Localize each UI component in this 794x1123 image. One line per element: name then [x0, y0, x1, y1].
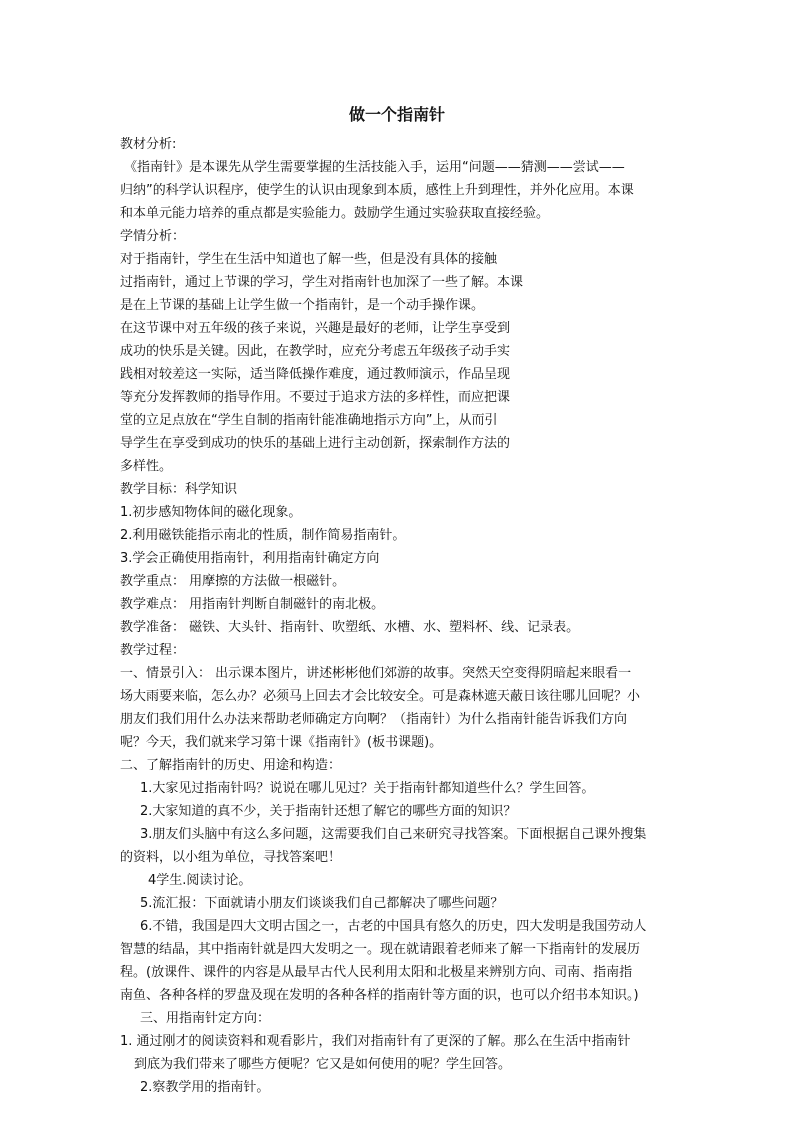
text-line: 对于指南针，学生在生活中知道也了解一些，但是没有具体的接触 — [120, 252, 498, 267]
text-line: 2.大家知道的真不少，关于指南针还想了解它的哪些方面的知识？ — [140, 804, 517, 819]
text-line: 南鱼、各种各样的罗盘及现在发明的各种各样的指南针等方面的识，也可以介绍书本知识。) — [120, 988, 639, 1003]
text-line: 程。(放课件、课件的内容是从最早古代人民利用太阳和北极星来辨别方向、司南、指南指 — [120, 965, 633, 980]
text-line: 到底为我们带来了哪些方便呢？它又是如何使用的呢？学生回答。 — [134, 1057, 512, 1072]
text-line: 场大雨要来临，怎么办？必须马上回去才会比较安全。可是森林遮天蔽日该往哪儿回呢？小 — [120, 689, 641, 704]
text-line: 教学难点： 用指南针判断自制磁针的南北极。 — [120, 597, 385, 612]
text-line: 3.朋友们头脑中有这么多问题，这需要我们自己来研究寻找答案。下面根据自己课外搜集 — [140, 827, 647, 842]
text-line: 的资料，以小组为单位，寻找答案吧！ — [120, 850, 342, 865]
text-line: 多样性。 — [120, 459, 173, 474]
text-line: 呢？今天，我们就来学习第十课《指南针》(板书课题)。 — [120, 735, 443, 750]
text-line: 是在上节课的基础上让学生做一个指南针，是一个动手操作课。 — [120, 298, 485, 313]
text-line: 4学生.阅读讨论。 — [148, 873, 252, 888]
text-line: 二、了解指南针的历史、用途和构造： — [120, 758, 342, 773]
text-line: 1.大家见过指南针吗？说说在哪儿见过？关于指南针都知道些什么？学生回答。 — [140, 781, 595, 796]
text-line: 和本单元能力培养的重点都是实验能力。鼓励学生通过实验获取直接经验。 — [120, 206, 550, 221]
text-line: 教学目标：科学知识 — [120, 482, 238, 497]
text-line: 2.察教学用的指南针。 — [140, 1080, 270, 1095]
text-line: 1.初步感知物体间的磁化现象。 — [120, 505, 302, 520]
text-line: 堂的立足点放在“学生自制的指南针能准确地指示方向”上，从而引 — [120, 413, 498, 428]
text-line: 践相对较差这一实际，适当降低操作难度，通过教师演示，作品呈现 — [120, 367, 511, 382]
text-line: 智慧的结晶，其中指南针就是四大发明之一。现在就请跟着老师来了解一下指南针的发展历 — [120, 942, 641, 957]
page-title: 做一个指南针 — [348, 105, 445, 124]
text-line: 《指南针》是本课先从学生需要掌握的生活技能入手，运用“问题——猜测——尝试—— — [124, 160, 625, 175]
text-line: 导学生在享受到成功的快乐的基础上进行主动创新，探索制作方法的 — [120, 436, 511, 451]
text-line: 等充分发挥教师的指导作用。不要过于追求方法的多样性，而应把课 — [120, 390, 511, 405]
text-line: 1. 通过刚才的阅读资料和观看影片，我们对指南针有了更深的了解。那么在生活中指南针 — [120, 1034, 631, 1049]
text-line: 归纳”的科学认识程序，使学生的认识由现象到本质，感性上升到理性，并外化应用。本课 — [120, 183, 634, 198]
text-line: 过指南针，通过上节课的学习，学生对指南针也加深了一些了解。本课 — [120, 275, 524, 290]
text-line: 3.学会正确使用指南针，利用指南针确定方向 — [120, 551, 380, 566]
text-line: 教学重点： 用摩擦的方法做一根磁针。 — [120, 574, 346, 589]
text-line: 6.不错，我国是四大文明古国之一，古老的中国具有悠久的历史，四大发明是我国劳动人 — [140, 919, 647, 934]
text-line: 教学准备： 磁铁、大头针、指南针、吹塑纸、水槽、水、塑料杯、线、记录表。 — [120, 620, 580, 635]
text-line: 教材分析: — [120, 137, 177, 152]
text-line: 成功的快乐是关键。因此，在教学时，应充分考虑五年级孩子动手实 — [120, 344, 511, 359]
text-line: 在这节课中对五年级的孩子来说，兴趣是最好的老师，让学生享受到 — [120, 321, 511, 336]
text-line: 一、情景引入： 出示课本图片，讲述彬彬他们郊游的故事。突然天空变得阴暗起来眼看一 — [120, 666, 632, 681]
text-line: 学情分析： — [120, 229, 186, 244]
text-line: 5.流汇报：下面就请小朋友们谈谈我们自己都解决了哪些问题？ — [140, 896, 504, 911]
text-line: 三、用指南针定方向： — [140, 1011, 271, 1026]
text-line: 教学过程： — [120, 643, 186, 658]
text-line: 朋友们我们用什么办法来帮助老师确定方向啊？（指南针）为什么指南针能告诉我们方向 — [120, 712, 628, 727]
text-line: 2.利用磁铁能指示南北的性质，制作简易指南针。 — [120, 528, 406, 543]
